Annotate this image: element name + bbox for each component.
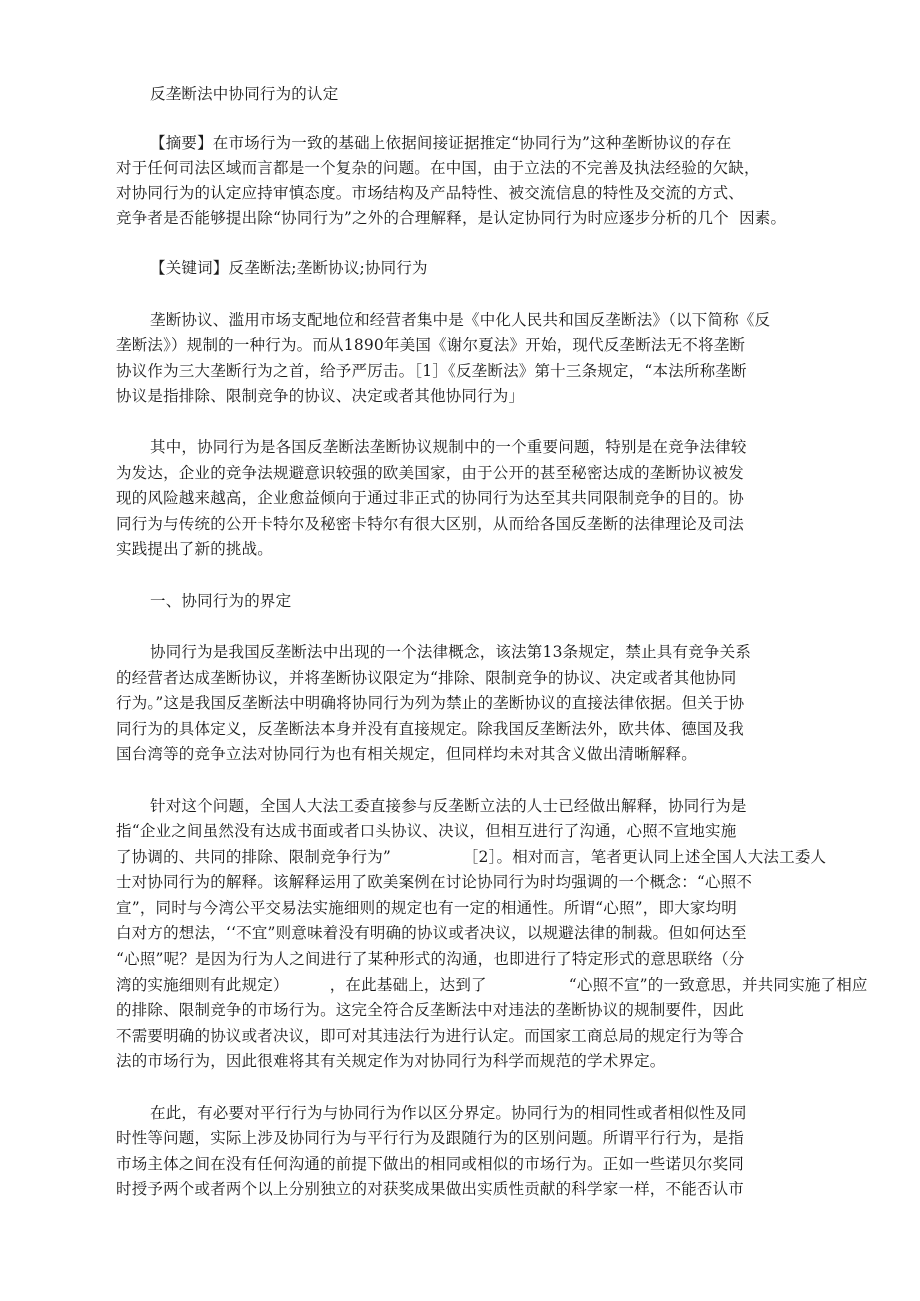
paragraph-line: “心照”呢？是因为行为人之间进行了某种形式的沟通，也即进行了特定形式的意思联络（分 (116, 950, 745, 968)
section-heading: 一、协同行为的界定 (150, 592, 292, 610)
paragraph-line: 垄断协议、滥用市场支配地位和经营者集中是《中化人民共和国反垄断法》（以下简称《反 (150, 311, 771, 329)
paragraph-line: 国台湾等的竞争立法对协同行为也有相关规定，但同样均未对其含义做出清晰解释。 (116, 745, 697, 763)
paragraph-line: 其中，协同行为是各国反垄断法垄断协议规制中的一个重要问题，特别是在竞争法律较 (150, 438, 747, 456)
abstract-line: 对协同行为的认定应持审慎态度。市场结构及产品特性、被交流信息的特性及交流的方式、 (116, 184, 745, 202)
paragraph-line: 宣”，同时与今湾公平交易法实施细则的规定也有一定的相通性。所谓“心照”，即大家均明 (116, 899, 737, 917)
paragraph-line: 现的风险越来越高，企业愈益倾向于通过非正式的协同行为达至其共同限制竞争的目的。协 (116, 489, 745, 507)
paragraph-line: 时性等问题，实际上涉及协同行为与平行行为及跟随行为的区别问题。所谓平行行为，是指 (116, 1129, 745, 1147)
abstract-line: 对于任何司法区域而言都是一个复杂的问题。在中国，由于立法的不完善及执法经验的欠缺， (116, 159, 760, 177)
paragraph-line: 垄断法》）规制的一种行为。而从1890年美国《谢尔夏法》开始，现代反垄断法无不将垄断 (116, 336, 746, 354)
keywords: 【关键词】反垄断法;垄断协议;协同行为 (150, 259, 428, 277)
paragraph-line: 白对方的想法，‘‘不宜”则意味着没有明确的协议或者决议，以规避法律的制裁。但如何达至 (116, 924, 747, 942)
paragraph-line: 针对这个问题，全国人大法工委直接参与反垄断立法的人士已经做出解释，协同行为是 (150, 797, 747, 815)
paragraph-line: 协议是指排除、限制竞争的协议、决定或者其他协同行为」 (116, 387, 525, 405)
paragraph-line: 实践提出了新的挑战。 (116, 540, 274, 558)
paragraph-line: 协同行为是我国反垄断法中出现的一个法律概念，该法第13条规定，禁止具有竞争关系 (150, 643, 752, 661)
paragraph-line: 湾的实施细则有此规定） ，在此基础上，达到了 “心照不宣”的一致意思，并共同实施了相应 (116, 976, 868, 994)
abstract-line: 竞争者是否能够提出除“协同行为”之外的合理解释，是认定协同行为时应逐步分析的几个 因素。 (116, 209, 787, 227)
paragraph-line: 市场主体之间在没有任何沟通的前提下做出的相同或相似的市场行为。正如一些诺贝尔奖同 (116, 1155, 745, 1173)
document-title: 反垄断法中协同行为的认定 (150, 85, 339, 103)
paragraph-line: 了协调的、共同的排除、限制竞争行为” ［2］。相对而言，笔者更认同上述全国人大法工委人 (116, 848, 827, 866)
paragraph-line: 士对协同行为的解释。该解释运用了欧美案例在讨论协同行为时均强调的一个概念：“心照不 (116, 873, 753, 891)
paragraph-line: 行为。”这是我国反垄断法中明确将协同行为列为禁止的垄断协议的直接法律依据。但关于协 (116, 694, 745, 712)
paragraph-line: 不需要明确的协议或者决议，即可对其违法行为进行认定。而国家工商总局的规定行为等合 (116, 1027, 745, 1045)
paragraph-line: 法的市场行为，因此很难将其有关规定作为对协同行为科学而规范的学术界定。 (116, 1052, 666, 1070)
paragraph-line: 同行为的具体定义，反垄断法本身并没有直接规定。除我国反垄断法外，欧共体、德国及我 (116, 720, 745, 738)
paragraph-line: 在此，有必要对平行行为与协同行为作以区分界定。协同行为的相同性或者相似性及同 (150, 1104, 747, 1122)
abstract-line: 【摘要】在市场行为一致的基础上依据间接证据推定“协同行为”这种垄断协议的存在 (150, 134, 732, 152)
paragraph-line: 为发达，企业的竞争法规避意识较强的欧美国家，由于公开的甚至秘密达成的垄断协议被发 (116, 464, 745, 482)
paragraph-line: 的排除、限制竞争的市场行为。这完全符合反垄断法中对违法的垄断协议的规制要件，因此 (116, 1001, 745, 1019)
paragraph-line: 同行为与传统的公开卡特尔及秘密卡特尔有很大区别，从而给各国反垄断的法律理论及司法 (116, 515, 745, 533)
paragraph-line: 协议作为三大垄断行为之首，给予严厉击。［1］《反垄断法》第十三条规定，“本法所称垄断 (116, 362, 747, 380)
paragraph-line: 的经营者达成垄断协议，并将垄断协议限定为“排除、限制竞争的协议、决定或者其他协同 (116, 669, 737, 687)
paragraph-line: 时授予两个或者两个以上分别独立的对获奖成果做出实质性贡献的科学家一样，不能否认市 (116, 1180, 745, 1198)
paragraph-line: 指“企业之间虽然没有达成书面或者口头协议、决议，但相互进行了沟通，心照不宣地实施 (116, 822, 737, 840)
